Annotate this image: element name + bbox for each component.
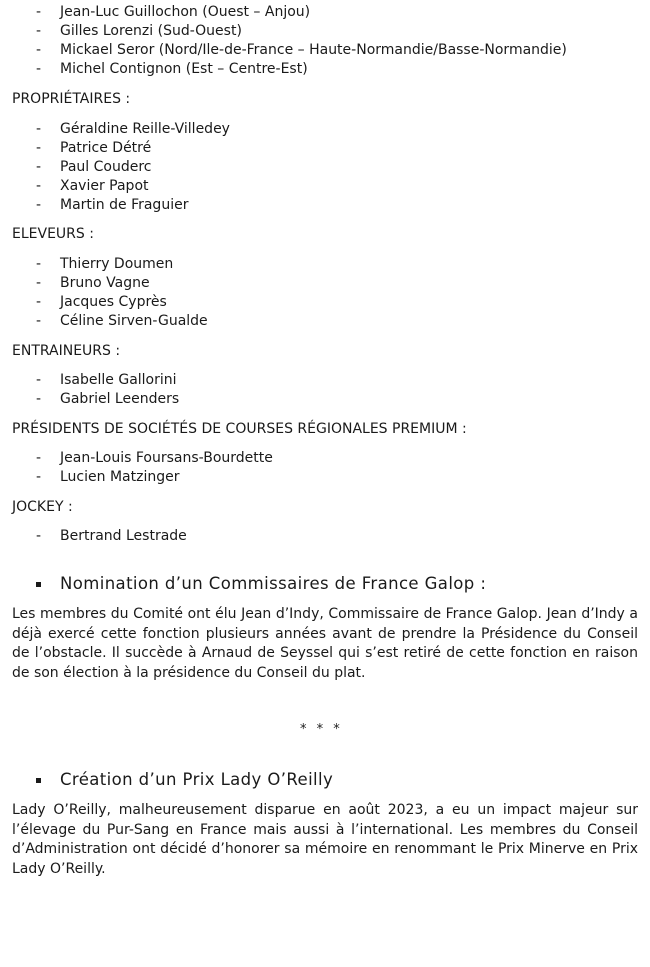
separator: * * * bbox=[300, 722, 343, 737]
group-heading-entraineurs: ENTRAINEURS : bbox=[12, 343, 121, 359]
square-bullet-icon bbox=[36, 778, 41, 783]
group-heading-presidents: PRÉSIDENTS DE SOCIÉTÉS DE COURSES RÉGIONALES PREMIUM : bbox=[12, 421, 467, 437]
group-heading-jockey: JOCKEY : bbox=[12, 499, 73, 515]
group-heading-proprietaires: PROPRIÉTAIRES : bbox=[12, 91, 131, 107]
document-page: - Jean-Luc Guillochon (Ouest – Anjou) - Gilles Lorenzi (Sud-Ouest) - Mickael Seror (Nord/Ile-de-France – Haute-Normandie/Basse-Normandie) - Michel Contignon (Est – Centre-Est) PROPRIÉTAIRES : - Géraldine Reille-Villedey - Patrice Détré - Paul Couderc - Xavier Papot - Martin de Fraguier ELEVEURS : - Thierry Doumen - Bruno Vagne - Jacques Cyprès - Céline Sirven-Gualde ENTRAINEURS : - Isabelle Gallorini - Gabriel Leenders PRÉSIDENTS DE SOCIÉTÉS DE COURSES RÉGIONALES PREMIUM : - Jean-Louis Foursans-Bourdette - Lucien Matzinger JOCKEY : - Bertrand Lestrade Nomination d’un Commissaires de France Galop : Les membres du Comité ont élu Jean d’Indy, Commissaire de France Galop. Jean d’Indy a déjà exercé cette fonction plusieurs années avant de prendre la Présidence du Conseil de l’obstacle. Il succède à Arnaud de Seyssel qui s’est retiré de cette fonction en raison de son élection à la présidence du Conseil du plat. * * * Création d’un Prix Lady O’Reilly Lady O’Reilly, malheureusement disparue en août 2023, a eu un impact majeur sur l’élevage du Pur-Sang en France mais aussi à l’international. Les membres du Conseil d’Administration ont décidé d’honorer sa mémoire en renommant le Prix Minerve en Prix Lady O’Reilly. bbox=[0, 0, 650, 967]
group-heading-eleveurs: ELEVEURS : bbox=[12, 226, 94, 242]
section-body: Les membres du Comité ont élu Jean d’Indy, Commissaire de France Galop. Jean d’Indy a déjà exercé cette fonction plusieurs années avant de prendre la Présidence du Conseil de l’obstacle. Il succède à Arnaud de Seyssel qui s’est retiré de cette fonction en raison de son élection à la présidence du Conseil du plat. bbox=[12, 606, 638, 681]
section-title: Création d’un Prix Lady O’Reilly bbox=[60, 770, 334, 789]
section-body: Lady O’Reilly, malheureusement disparue en août 2023, a eu un impact majeur sur l’élevage du Pur-Sang en France mais aussi à l’international. Les membres du Conseil d’Administration ont décidé d’honorer sa mémoire en renommant le Prix Minerve en Prix Lady O’Reilly. bbox=[12, 802, 638, 877]
section-title: Nomination d’un Commissaires de France Galop : bbox=[60, 574, 487, 593]
square-bullet-icon bbox=[36, 582, 41, 587]
